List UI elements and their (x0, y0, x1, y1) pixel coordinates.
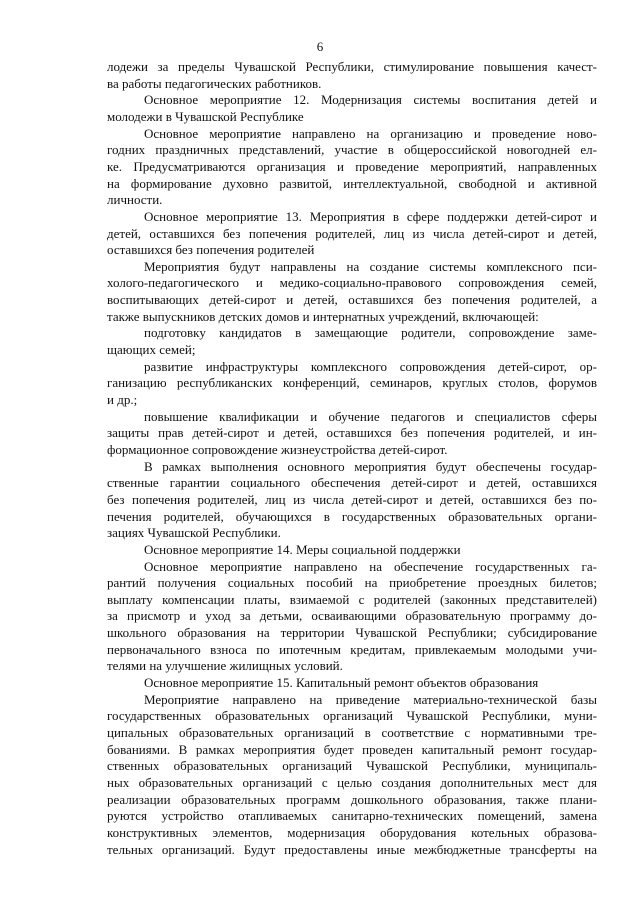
text-line: ва работы педагогических работников. (107, 75, 322, 91)
text-line: на формирование духовно развитой, интеллектуальной, свободной и активной (107, 175, 597, 191)
text-line: Основное мероприятие направлено на обеспечение государственных га- (144, 558, 597, 574)
text-line: выплату компенсации платы, взимаемой с родителей (законных представителей) (107, 591, 597, 607)
text-line: тельных организаций. Будут предоставлены иные межбюджетные трансферты на (107, 841, 597, 857)
text-line: рантий получения социальных пособий на приобретение проездных билетов; (107, 575, 597, 591)
text-line: первоначального взноса по ипотечным кредитам, привлекаемым молодыми учи- (107, 641, 597, 657)
text-line: защиты прав детей-сирот и детей, оставшихся без попечения родителей, и ин- (107, 425, 597, 441)
text-line: воспитывающих детей-сирот и детей, оставшихся без попечения родителей, а (107, 292, 597, 308)
text-line: ственные гарантии социального обеспечения детей-сирот и детей, оставшихся (107, 475, 597, 491)
page-number: 6 (316, 39, 324, 54)
text-line: развитие инфраструктуры комплексного сопровождения детей-сирот, ор- (144, 358, 597, 374)
text-line: Основное мероприятие 13. Мероприятия в сфере поддержки детей-сирот и (144, 208, 597, 224)
text-line: В рамках выполнения основного мероприятия будут обеспечены государ- (144, 458, 597, 474)
text-line: Основное мероприятие направлено на организацию и проведение ново- (144, 125, 597, 141)
text-line: ственных образовательных организаций Чувашской Республики, муниципаль- (107, 758, 597, 774)
text-line: Мероприятие направлено на приведение материально-технической базы (144, 691, 597, 707)
text-line: ных образовательных организаций с целью создания дополнительных мест для (107, 774, 597, 790)
text-line: печения родителей, обучающихся в государственных образовательных органи- (107, 508, 597, 524)
text-line: молодежи в Чувашской Республике (107, 108, 304, 124)
text-line: Основное мероприятие 12. Модернизация системы воспитания детей и (144, 92, 597, 108)
text-line: ганизацию республиканских конференций, семинаров, круглых столов, форумов (107, 375, 597, 391)
text-line: реализации образовательных программ дошкольного образования, также плани- (107, 791, 597, 807)
text-line: холого-педагогического и медико-социально-правового сопровождения семей, (107, 275, 597, 291)
text-line: годних праздничных представлений, участие в общероссийской новогодней ел- (107, 142, 597, 158)
text-line: руются устройство отапливаемых санитарно-технических помещений, замена (107, 808, 597, 824)
text-line: повышение квалификации и обучение педагогов и специалистов сферы (144, 408, 597, 424)
text-line: Основное мероприятие 15. Капитальный ремонт объектов образования (144, 675, 539, 690)
text-line: ке. Предусматриваются организация и проведение мероприятий, направленных (107, 158, 597, 174)
text-line: щающих семей; (107, 342, 196, 357)
text-line: государственных образовательных организаций Чувашской Республики, муни- (107, 708, 597, 724)
text-line: телями на улучшение жилищных условий. (107, 658, 343, 674)
text-line: детей, оставшихся без попечения родителей, лиц из числа детей-сирот и детей, (107, 225, 597, 241)
text-line: личности. (107, 192, 163, 208)
text-line: подготовку кандидатов в замещающие родители, сопровождение заме- (144, 325, 597, 341)
text-line: зациях Чувашской Республики. (107, 525, 281, 541)
text-line: и др.; (107, 392, 138, 407)
text-line: конструктивных элементов, модернизация оборудования котельных образова- (107, 824, 597, 840)
text-line: оставшихся без попечения родителей (107, 242, 315, 258)
text-line: ципальных образовательных организаций в соответствие с нормативными тре- (107, 725, 597, 740)
text-line: без попечения родителей, лиц из числа детей-сирот и детей, оставшихся без по- (107, 491, 597, 507)
text-line: Основное мероприятие 14. Меры социальной поддержки (144, 541, 461, 557)
text-line: также выпускников детских домов и интернатных учреждений, включающей: (107, 308, 539, 324)
text-line: за присмотр и уход за детьми, осваивающими образовательную программу до- (107, 608, 597, 624)
text-line: Мероприятия будут направлены на создание системы комплексного пси- (144, 258, 597, 274)
text-line: формационное сопровождение жизнеустройства детей-сирот. (107, 441, 448, 457)
text-line: бованиями. В рамках мероприятия будет проведен капитальный ремонт государ- (107, 741, 597, 757)
text-line: лодежи за пределы Чувашской Республики, стимулирование повышения качест- (107, 59, 597, 74)
text-line: школьного образования на территории Чувашской Республики; субсидирование (107, 625, 597, 641)
